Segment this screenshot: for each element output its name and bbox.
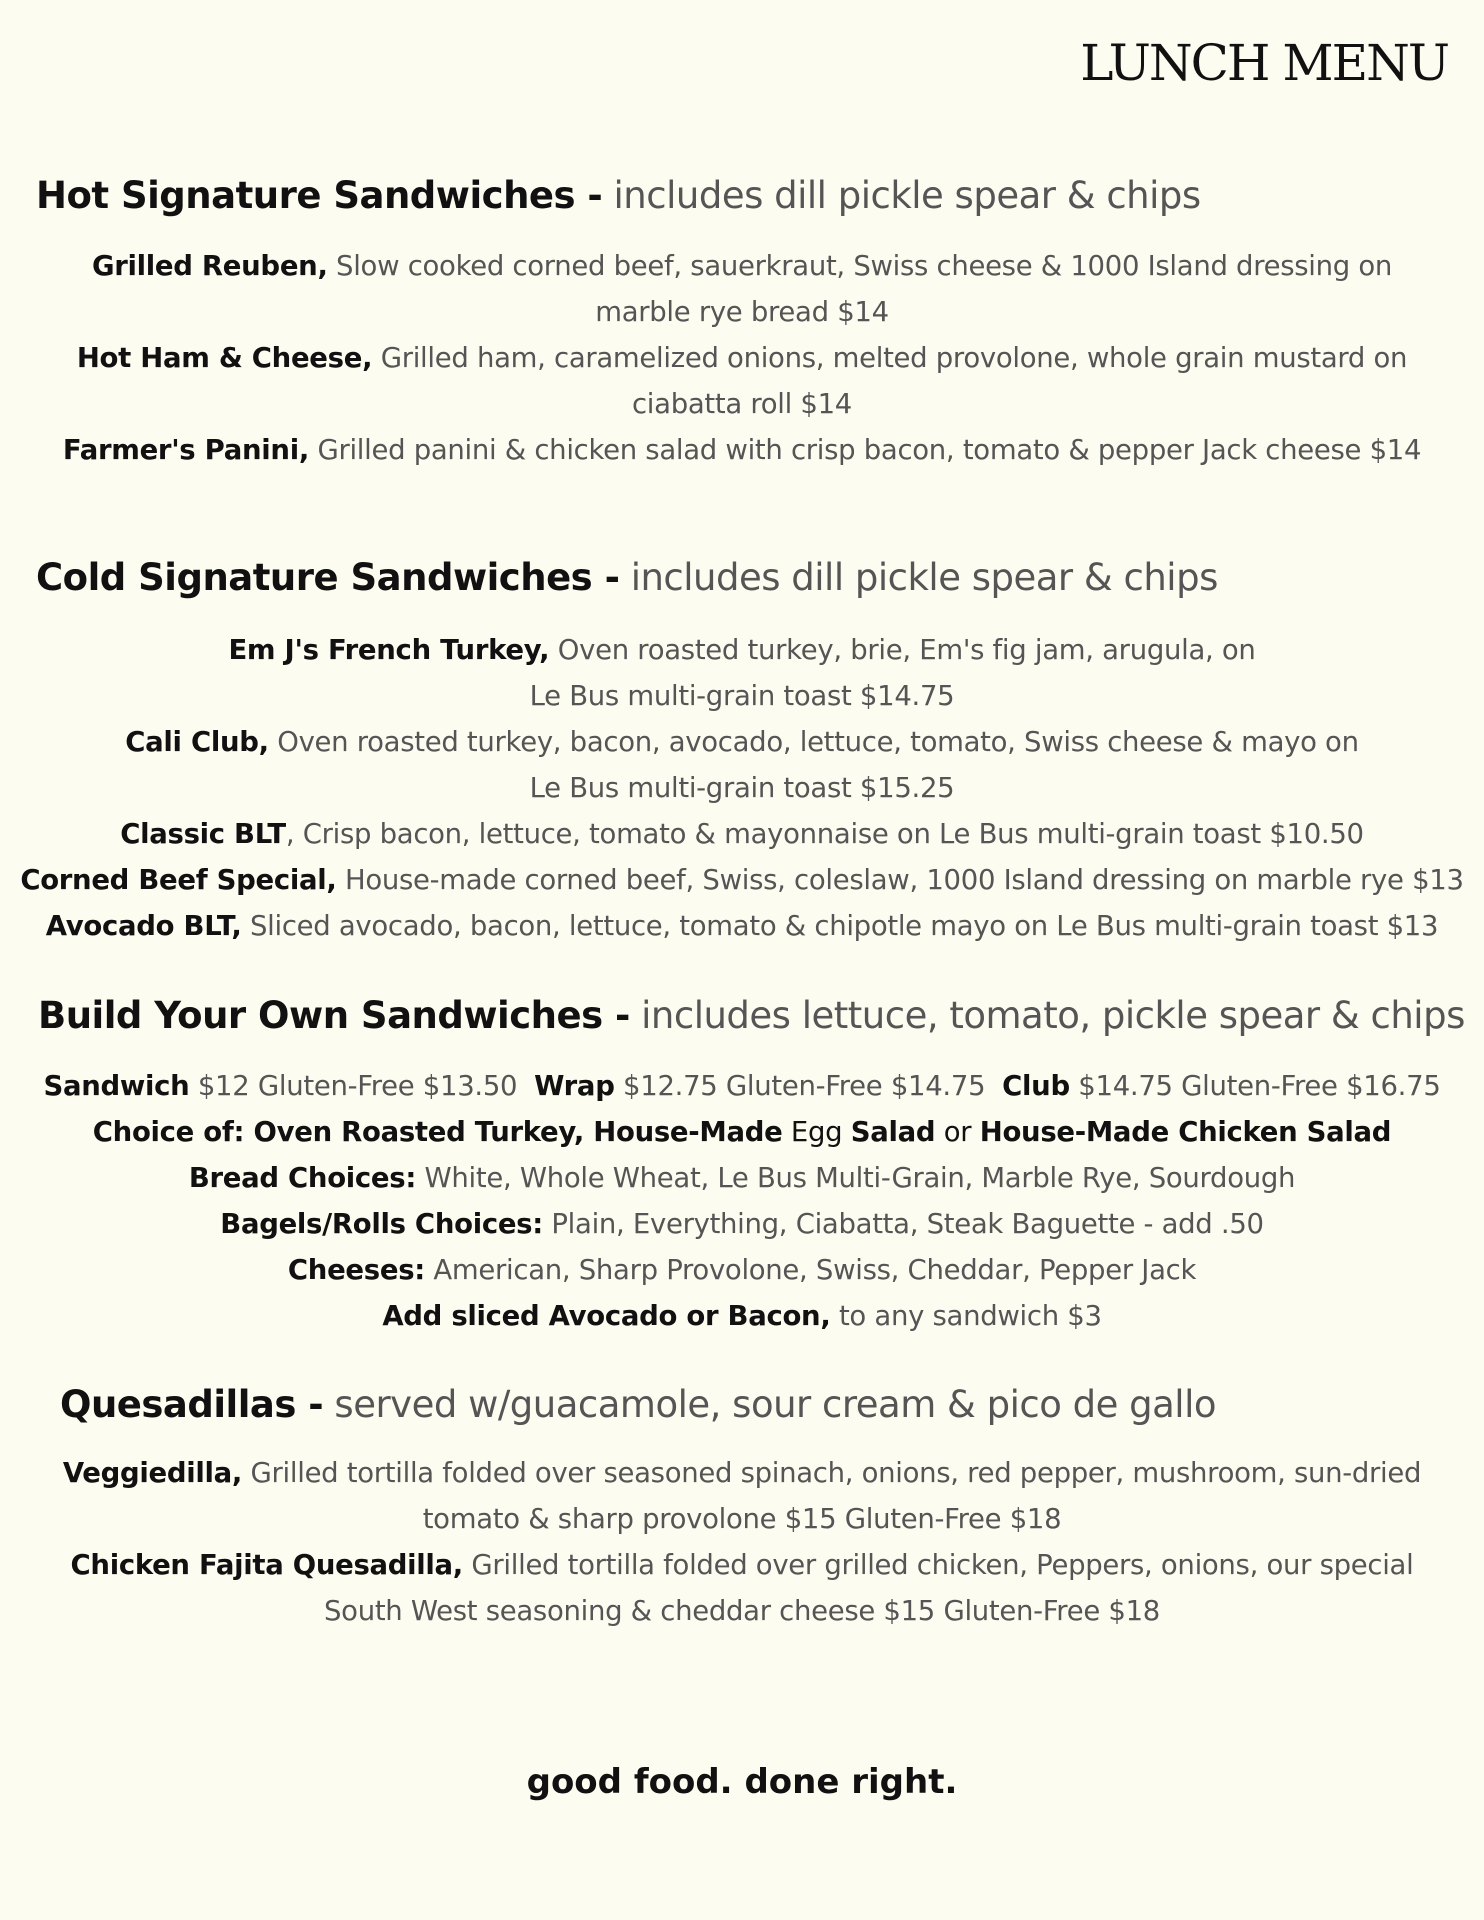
menu-item bbox=[0, 335, 1484, 427]
sandwich-price: $12 Gluten-Free $13.50 bbox=[197, 1070, 518, 1102]
item-description: , Crisp bacon, lettuce, tomato & mayonnaise on Le Bus multi-grain toast $10.50 bbox=[285, 818, 1364, 850]
section-subtitle: includes dill pickle spear & chips bbox=[613, 174, 1201, 217]
item-description: Oven roasted turkey, brie, Em's fig jam, arugula, on bbox=[557, 634, 1256, 666]
build-your-own-section bbox=[0, 994, 1484, 1339]
section-heading bbox=[0, 994, 1484, 1037]
menu-title: LUNCH MENU bbox=[1080, 34, 1448, 92]
menu-item bbox=[0, 243, 1484, 335]
menu-item bbox=[0, 1542, 1484, 1634]
item-description: South West seasoning & cheddar cheese $15 Gluten-Free $18 bbox=[324, 1595, 1160, 1627]
bagel-text: Plain, Everything, Ciabatta, Steak Baguette - add .50 bbox=[551, 1208, 1264, 1240]
section-subtitle: served w/guacamole, sour cream & pico de gallo bbox=[334, 1383, 1216, 1426]
item-description: Sliced avocado, bacon, lettuce, tomato & chipotle mayo on Le Bus multi-grain toast $13 bbox=[250, 910, 1439, 942]
sandwich-label: Sandwich bbox=[43, 1070, 190, 1102]
item-name: Chicken Fajita Quesadilla, bbox=[70, 1549, 463, 1581]
choice-text: House-Made Chicken Salad bbox=[979, 1116, 1392, 1148]
item-name: Avocado BLT, bbox=[45, 910, 242, 942]
add-on bbox=[0, 1293, 1484, 1339]
section-subtitle: includes dill pickle spear & chips bbox=[630, 556, 1218, 599]
addon-label: Add sliced Avocado or Bacon, bbox=[382, 1300, 831, 1332]
menu-item bbox=[0, 903, 1484, 949]
bread-text: White, Whole Wheat, Le Bus Multi-Grain, Marble Rye, Sourdough bbox=[424, 1162, 1296, 1194]
section-subtitle: includes lettuce, tomato, pickle spear & chips bbox=[641, 994, 1465, 1037]
club-label: Club bbox=[1002, 1070, 1070, 1102]
choice-text: Egg bbox=[790, 1116, 843, 1148]
item-description: Le Bus multi-grain toast $14.75 bbox=[529, 680, 955, 712]
cheese-choices bbox=[0, 1247, 1484, 1293]
choice-text: Salad bbox=[850, 1116, 936, 1148]
item-description: Grilled panini & chicken salad with crisp bacon, tomato & pepper Jack cheese $14 bbox=[317, 434, 1422, 466]
menu-item bbox=[0, 719, 1484, 811]
menu-item bbox=[0, 627, 1484, 719]
menu-item bbox=[0, 857, 1484, 903]
bread-label: Bread Choices: bbox=[188, 1162, 417, 1194]
choice-text: or bbox=[943, 1116, 972, 1148]
section-heading bbox=[0, 1383, 1484, 1426]
item-name: Hot Ham & Cheese, bbox=[76, 342, 373, 374]
wrap-price: $12.75 Gluten-Free $14.75 bbox=[623, 1070, 986, 1102]
item-description: House-made corned beef, Swiss, coleslaw, 1000 Island dressing on marble rye $13 bbox=[345, 864, 1464, 896]
item-description: tomato & sharp provolone $15 Gluten-Free $18 bbox=[422, 1503, 1062, 1535]
section-heading bbox=[0, 174, 1484, 217]
menu-item bbox=[0, 1450, 1484, 1542]
item-name: Veggiedilla, bbox=[62, 1457, 243, 1489]
cheese-label: Cheeses: bbox=[287, 1254, 425, 1286]
item-name: Farmer's Panini, bbox=[62, 434, 309, 466]
bagel-choices bbox=[0, 1201, 1484, 1247]
addon-text: to any sandwich $3 bbox=[838, 1300, 1102, 1332]
item-name: Classic BLT bbox=[120, 818, 286, 850]
item-description: Le Bus multi-grain toast $15.25 bbox=[529, 772, 955, 804]
section-title: Hot Signature Sandwiches - bbox=[36, 174, 603, 217]
item-description: Oven roasted turkey, bacon, avocado, lettuce, tomato, Swiss cheese & mayo on bbox=[277, 726, 1359, 758]
item-description: Slow cooked corned beef, sauerkraut, Swiss cheese & 1000 Island dressing on bbox=[336, 250, 1392, 282]
hot-sandwiches-section bbox=[0, 174, 1484, 473]
section-title: Cold Signature Sandwiches - bbox=[36, 556, 620, 599]
wrap-label: Wrap bbox=[534, 1070, 615, 1102]
club-price: $14.75 Gluten-Free $16.75 bbox=[1078, 1070, 1441, 1102]
section-title: Quesadillas - bbox=[60, 1383, 324, 1426]
item-description: ciabatta roll $14 bbox=[631, 388, 853, 420]
protein-choices bbox=[0, 1109, 1484, 1155]
quesadillas-section bbox=[0, 1383, 1484, 1634]
bagel-label: Bagels/Rolls Choices: bbox=[220, 1208, 543, 1240]
section-heading bbox=[0, 556, 1484, 599]
item-description: marble rye bread $14 bbox=[595, 296, 889, 328]
section-title: Build Your Own Sandwiches - bbox=[38, 994, 630, 1037]
item-description: Grilled tortilla folded over grilled chicken, Peppers, onions, our special bbox=[471, 1549, 1414, 1581]
menu-item bbox=[0, 427, 1484, 473]
bread-choices bbox=[0, 1155, 1484, 1201]
item-name: Grilled Reuben, bbox=[92, 250, 328, 282]
cold-sandwiches-section bbox=[0, 556, 1484, 949]
menu-item bbox=[0, 811, 1484, 857]
tagline: good food. done right. bbox=[526, 1762, 958, 1802]
item-description: Grilled tortilla folded over seasoned spinach, onions, red pepper, mushroom, sun-dried bbox=[250, 1457, 1422, 1489]
item-name: Cali Club, bbox=[125, 726, 269, 758]
item-name: Corned Beef Special, bbox=[20, 864, 337, 896]
item-name: Em J's French Turkey, bbox=[228, 634, 550, 666]
cheese-text: American, Sharp Provolone, Swiss, Cheddar, Pepper Jack bbox=[433, 1254, 1197, 1286]
item-description: Grilled ham, caramelized onions, melted provolone, whole grain mustard on bbox=[380, 342, 1408, 374]
choice-text: Choice of: Oven Roasted Turkey, House-Made bbox=[92, 1116, 783, 1148]
price-options bbox=[0, 1063, 1484, 1109]
